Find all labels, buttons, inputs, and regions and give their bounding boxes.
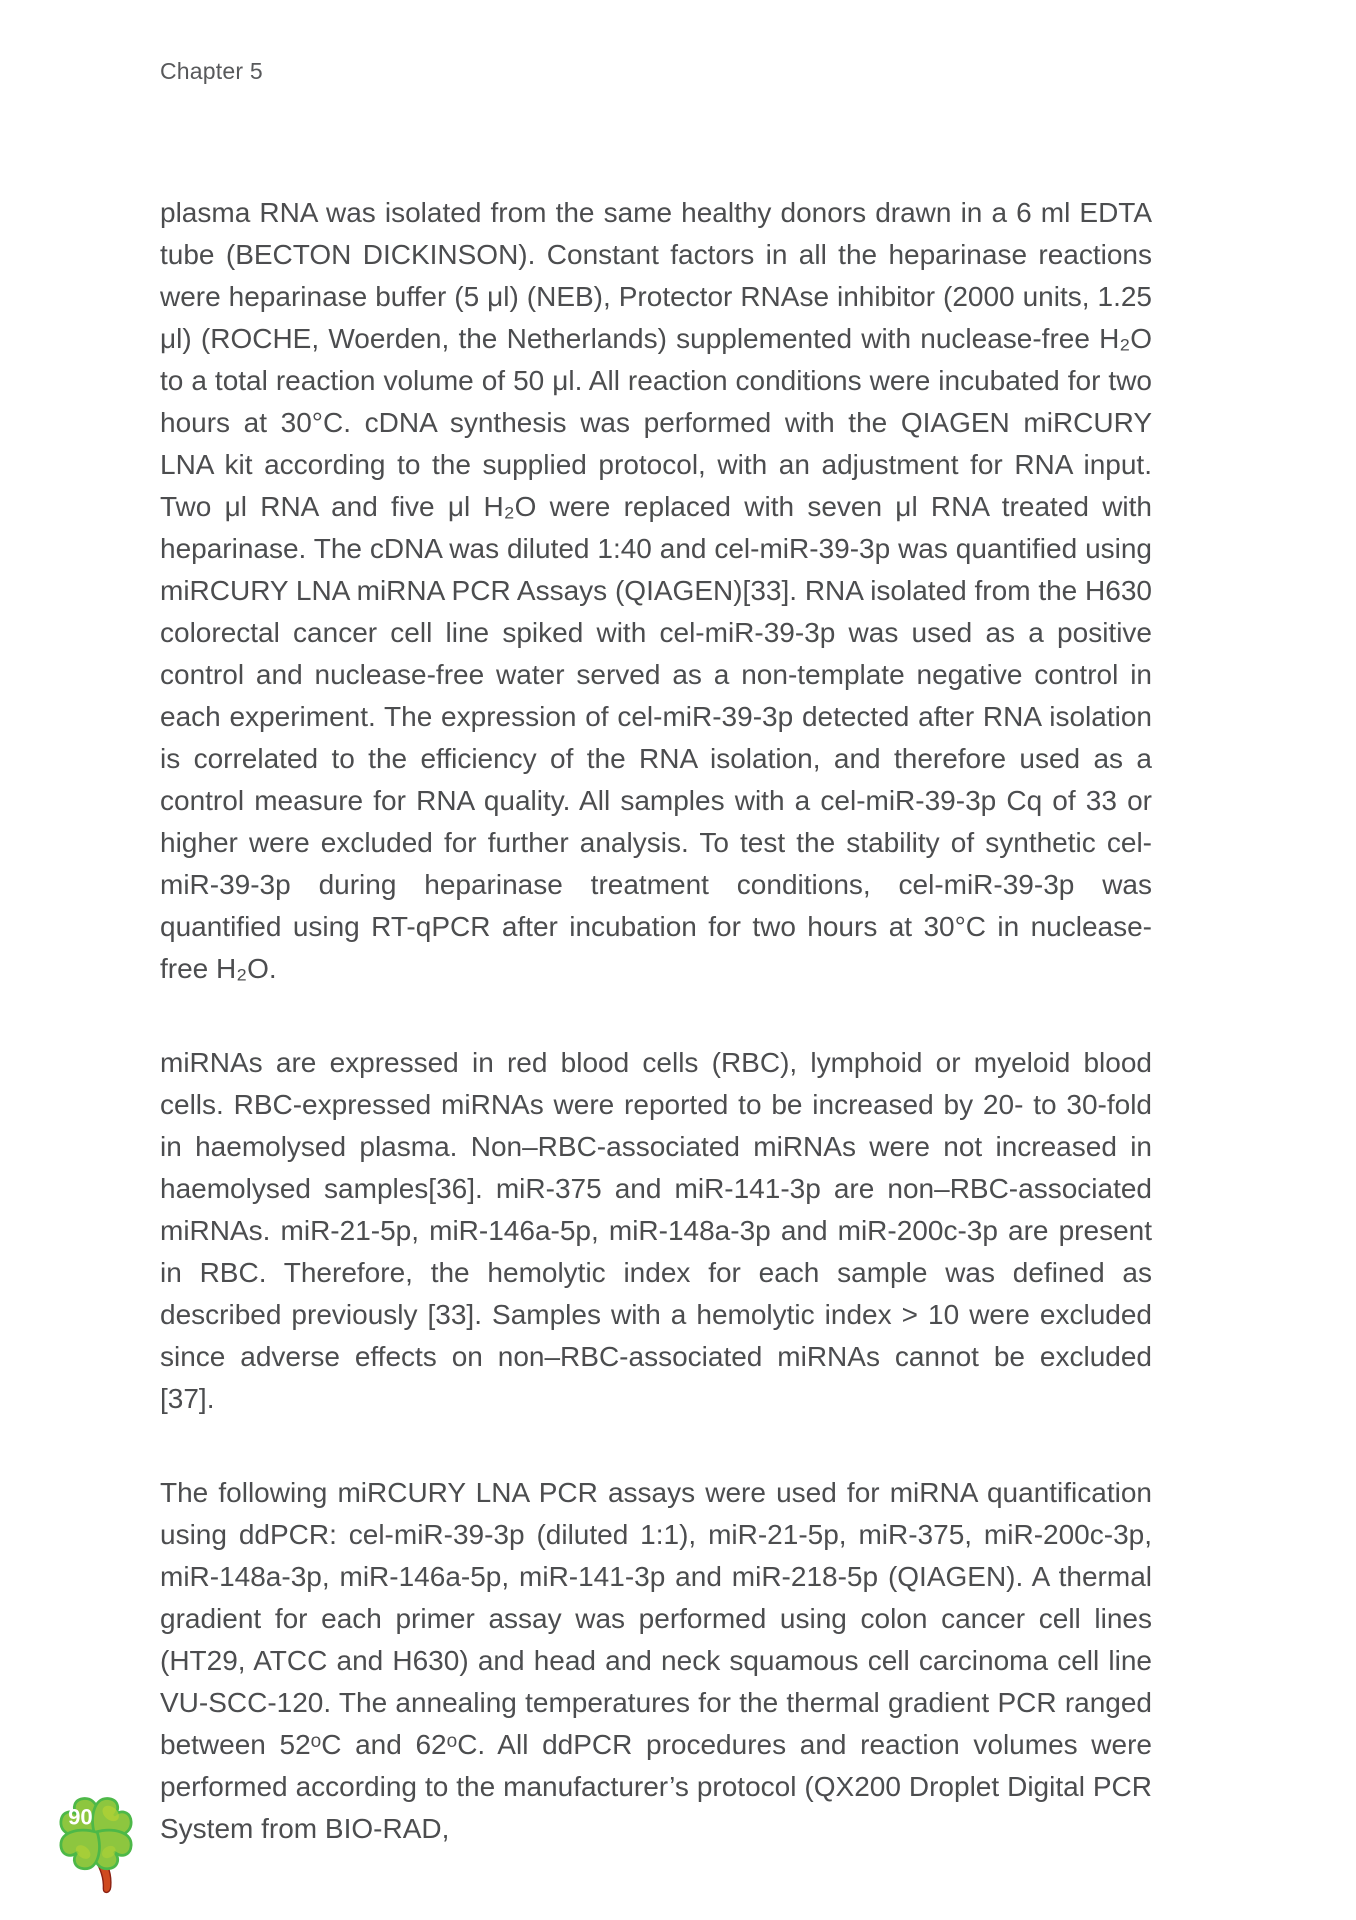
page-number-label: 90 (68, 1804, 93, 1830)
paragraph-methods-heparinase: plasma RNA was isolated from the same healthy donors drawn in a 6 ml EDTA tube (BECTON DICKINSON). Constant factors in all the heparinase reactions were heparinase buffer (5 μl) (NEB), Protector RNAse inhibitor (2000 units, 1.25 μl) (ROCHE, Woerden, the Netherlands) supplemented with nuclease-free H₂O to a total reaction volume of 50 μl. All reaction conditions were incubated for two hours at 30°C. cDNA synthesis was performed with the QIAGEN miRCURY LNA kit according to the supplied protocol, with an adjustment for RNA input. Two μl RNA and five μl H₂O were replaced with seven μl RNA treated with heparinase. The cDNA was diluted 1:40 and cel-miR-39-3p was quantified using miRCURY LNA miRNA PCR Assays (QIAGEN)[33]. RNA isolated from the H630 colorectal cancer cell line spiked with cel-miR-39-3p was used as a positive control and nuclease-free water served as a non-template negative control in each experiment. The expression of cel-miR-39-3p detected after RNA isolation is correlated to the efficiency of the RNA isolation, and therefore used as a control measure for RNA quality. All samples with a cel-miR-39-3p Cq of 33 or higher were excluded for further analysis. To test the stability of synthetic cel-miR-39-3p during heparinase treatment conditions, cel-miR-39-3p was quantified using RT-qPCR after incubation for two hours at 30°C in nuclease-free H₂O. (160, 197, 1152, 984)
chapter-header: Chapter 5 (160, 58, 263, 84)
paragraph-hemolysis: miRNAs are expressed in red blood cells (RBC), lymphoid or myeloid blood cells. RBC-expressed miRNAs were reported to be increased by 20- to 30-fold in haemolysed plasma. Non–RBC-associated miRNAs were not increased in haemolysed samples[36]. miR-375 and miR-141-3p are non–RBC-associated miRNAs. miR-21-5p, miR-146a-5p, miR-148a-3p and miR-200c-3p are present in RBC. Therefore, the hemolytic index for each sample was defined as described previously [33]. Samples with a hemolytic index > 10 were excluded since adverse effects on non–RBC-associated miRNAs cannot be excluded [37]. (160, 1047, 1152, 1414)
paragraph-ddpcr-assays: The following miRCURY LNA PCR assays were used for miRNA quantification using ddPCR: cel-miR-39-3p (diluted 1:1), miR-21-5p, miR-375, miR-200c-3p, miR-148a-3p, miR-146a-5p, miR-141-3p and miR-218-5p (QIAGEN). A thermal gradient for each primer assay was performed using colon cancer cell lines (HT29, ATCC and H630) and head and neck squamous cell carcinoma cell line VU-SCC-120. The annealing temperatures for the thermal gradient PCR ranged between 52ᵒC and 62ᵒC. All ddPCR procedures and reaction volumes were performed according to the manufacturer’s protocol (QX200 Droplet Digital PCR System from BIO-RAD, (160, 1477, 1152, 1844)
clover-icon (50, 1776, 142, 1906)
body-text (160, 192, 1152, 1850)
page-number-badge (50, 1776, 142, 1906)
